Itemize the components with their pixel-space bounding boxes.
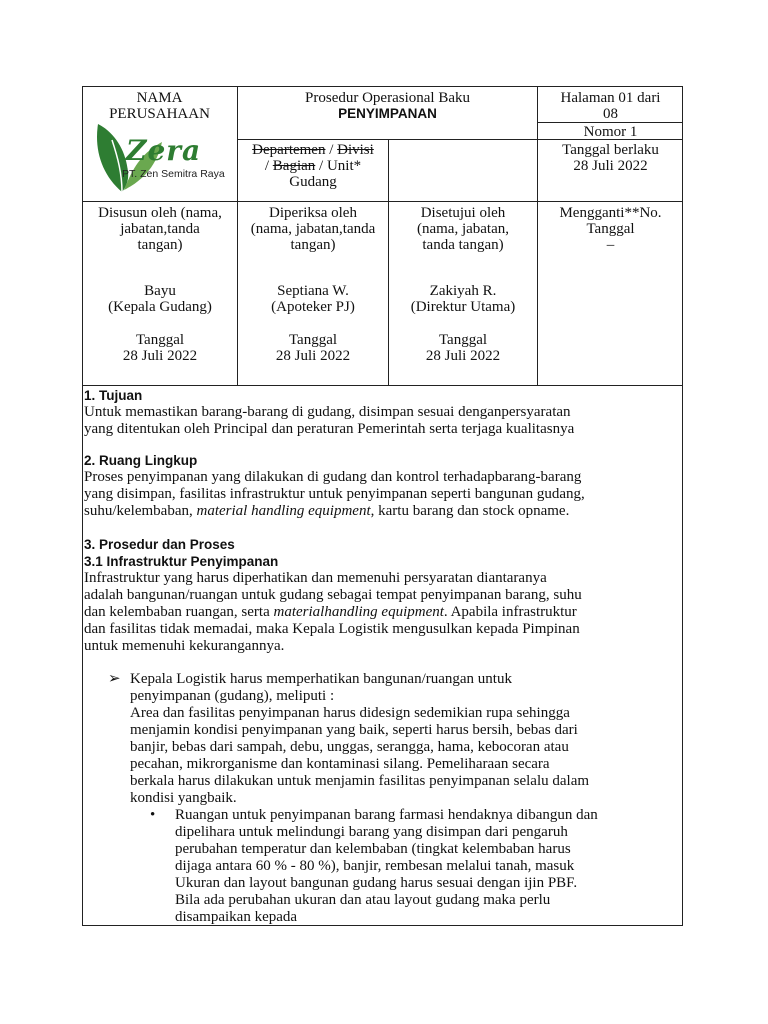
separator: / Unit* [315, 158, 362, 174]
separator: / [325, 142, 338, 158]
subsection-heading: 3.1 Infrastruktur Penyimpanan [84, 554, 279, 569]
paragraph-line: disampaikan kepada [175, 909, 298, 925]
checked-by-cell [237, 205, 389, 364]
paragraph-line: dan fasilitas tidak memadai, maka Kepala Logistik mengusulkan kepada Pimpinan [84, 621, 580, 637]
grid-line [82, 385, 683, 386]
paragraph-line: untuk memenuhi kekurangannya. [84, 638, 285, 654]
arrow-list-item [108, 671, 683, 807]
paragraph-line: penyimpanan (gudang), meliputi : [130, 688, 335, 704]
approved-label: (nama, jabatan, [416, 221, 510, 237]
text-run: . Apabila infrastruktur [443, 604, 577, 620]
page-label: Halaman 01 dari [560, 90, 661, 106]
approved-role: (Direktur Utama) [410, 299, 516, 315]
arrow-item-text [130, 671, 683, 807]
sop-name: PENYIMPANAN [338, 106, 437, 121]
paragraph-line: Untuk memastikan barang-barang di gudang, disimpan sesuai denganpersyaratan [84, 404, 571, 420]
prepared-role: (Kepala Gudang) [108, 299, 212, 315]
paragraph-line: perubahan temperatur dan kelembaban (tingkat kelembaban harus [175, 841, 571, 857]
paragraph-line: banjir, bebas dari sampah, debu, unggas, serangga, hama, kebocoran atau [130, 739, 569, 755]
checked-label: tangan) [290, 237, 336, 253]
italic-term: materialhandling equipment [273, 604, 444, 620]
prepared-label: tangan) [137, 237, 183, 253]
bullet-list-item [150, 807, 683, 926]
paragraph-line: menjamin kondisi penyimpanan yang baik, seperti harus bersih, bebas dari [130, 722, 578, 738]
company-label-line: PERUSAHAAN [109, 106, 210, 122]
effective-date: 28 Juli 2022 [573, 158, 648, 174]
page-number-cell [538, 90, 683, 122]
checked-role: (Apoteker PJ) [271, 299, 355, 315]
paragraph-line: Kepala Logistik harus memperhatikan bangunan/ruangan untuk [130, 671, 512, 687]
document-number: Nomor 1 [583, 124, 638, 140]
paragraph-line [84, 503, 682, 520]
approved-name: Zakiyah R. [429, 283, 497, 299]
checked-label: (nama, jabatan,tanda [250, 221, 376, 237]
paragraph-line: Ruangan untuk penyimpanan barang farmasi hendaknya dibangun dan [175, 807, 598, 823]
section-scope [84, 452, 682, 520]
approved-date: 28 Juli 2022 [425, 348, 501, 364]
paragraph-line: Area dan fasilitas penyimpanan harus didesign sedemikian rupa sehingga [130, 705, 570, 721]
prepared-by-cell [82, 205, 238, 364]
approved-date-label: Tanggal [438, 332, 488, 348]
section-heading: 3. Prosedur dan Proses [84, 537, 235, 552]
sop-title-cell [238, 90, 537, 122]
paragraph-line: yang disimpan, fasilitas infrastruktur untuk penyimpanan seperti bangunan gudang, [84, 486, 585, 502]
checked-name: Septiana W. [277, 283, 349, 299]
arrow-bullet-icon: ➢ [108, 671, 121, 687]
section-procedure [84, 536, 682, 655]
italic-term: material handling equipment [196, 503, 371, 519]
prepared-name: Bayu [144, 283, 176, 299]
text-run: , kartu barang dan stock opname. [370, 503, 570, 519]
text-run: suhu/kelembaban, [84, 503, 197, 519]
paragraph-line [84, 604, 682, 621]
prepared-date-label: Tanggal [135, 332, 185, 348]
struck-text: Divisi [337, 142, 374, 158]
paragraph-line: Ukuran dan layout bangunan gudang harus sesuai dengan ijin PBF. [175, 875, 578, 891]
separator: / [264, 158, 273, 174]
company-label-line: NAMA [136, 90, 183, 106]
grid-line [82, 201, 683, 202]
approved-by-cell [389, 205, 537, 364]
effective-label: Tanggal berlaku [562, 142, 659, 158]
bullet-dot-icon: • [150, 807, 156, 823]
paragraph-line: pecahan, mikrorganisme dan kontaminasi silang. Pemeliharaan secara [130, 756, 550, 772]
prepared-label: jabatan,tanda [120, 221, 200, 237]
grid-line [537, 122, 683, 123]
page-total: 08 [603, 106, 618, 122]
replaces-cell [538, 205, 683, 253]
struck-text: Bagian [272, 158, 316, 174]
struck-text: Departemen [252, 142, 326, 158]
company-logo [92, 120, 232, 198]
company-name-label [82, 90, 237, 122]
paragraph-line: berkala harus dilakukan untuk menjamin fasilitas penyimpanan selalu dalam [130, 773, 590, 789]
logo-word: Zera [126, 134, 202, 167]
replaces-value: – [606, 237, 615, 253]
logo-subtitle: PT. Zen Semitra Raya [122, 168, 225, 180]
section-purpose [84, 387, 682, 438]
prepared-label: Disusun oleh (nama, [98, 205, 222, 221]
text-run: dan kelembaban ruangan, serta [84, 604, 274, 620]
checked-date: 28 Juli 2022 [275, 348, 351, 364]
department-unit: Gudang [289, 174, 337, 190]
checked-date-label: Tanggal [288, 332, 338, 348]
paragraph-line: yang ditentukan oleh Principal dan peraturan Pemerintah serta terjaga kualitasnya [84, 421, 575, 437]
effective-date-cell [538, 142, 683, 174]
paragraph-line: Infrastruktur yang harus diperhatikan dan memenuhi persyaratan diantaranya [84, 570, 547, 586]
department-cell [238, 142, 388, 190]
paragraph-line: Proses penyimpanan yang dilakukan di gudang dan kontrol terhadapbarang-barang [84, 469, 582, 485]
replaces-label: Mengganti**No. [559, 205, 662, 221]
bullet-item-text [175, 807, 683, 926]
section-heading: 2. Ruang Lingkup [84, 453, 198, 468]
paragraph-line: dipelihara untuk melindungi barang yang disimpan dari pengaruh [175, 824, 568, 840]
paragraph-line: Bila ada perubahan ukuran dan atau layout gudang maka perlu [175, 892, 551, 908]
paragraph-line: kondisi yangbaik. [130, 790, 237, 806]
sop-title: Prosedur Operasional Baku [305, 90, 470, 106]
department-line [238, 142, 388, 158]
approved-label: Disetujui oleh [420, 205, 506, 221]
prepared-date: 28 Juli 2022 [122, 348, 198, 364]
section-heading: 1. Tujuan [84, 388, 143, 403]
department-line [238, 158, 388, 174]
approved-label: tanda tangan) [422, 237, 504, 253]
checked-label: Diperiksa oleh [269, 205, 357, 221]
paragraph-line: adalah bangunan/ruangan untuk gudang sebagai tempat penyimpanan barang, suhu [84, 587, 582, 603]
paragraph-line: dijaga antara 60 % - 80 %), banjir, rembesan melalui tanah, masuk [175, 858, 575, 874]
replaces-label: Tanggal [586, 221, 635, 237]
